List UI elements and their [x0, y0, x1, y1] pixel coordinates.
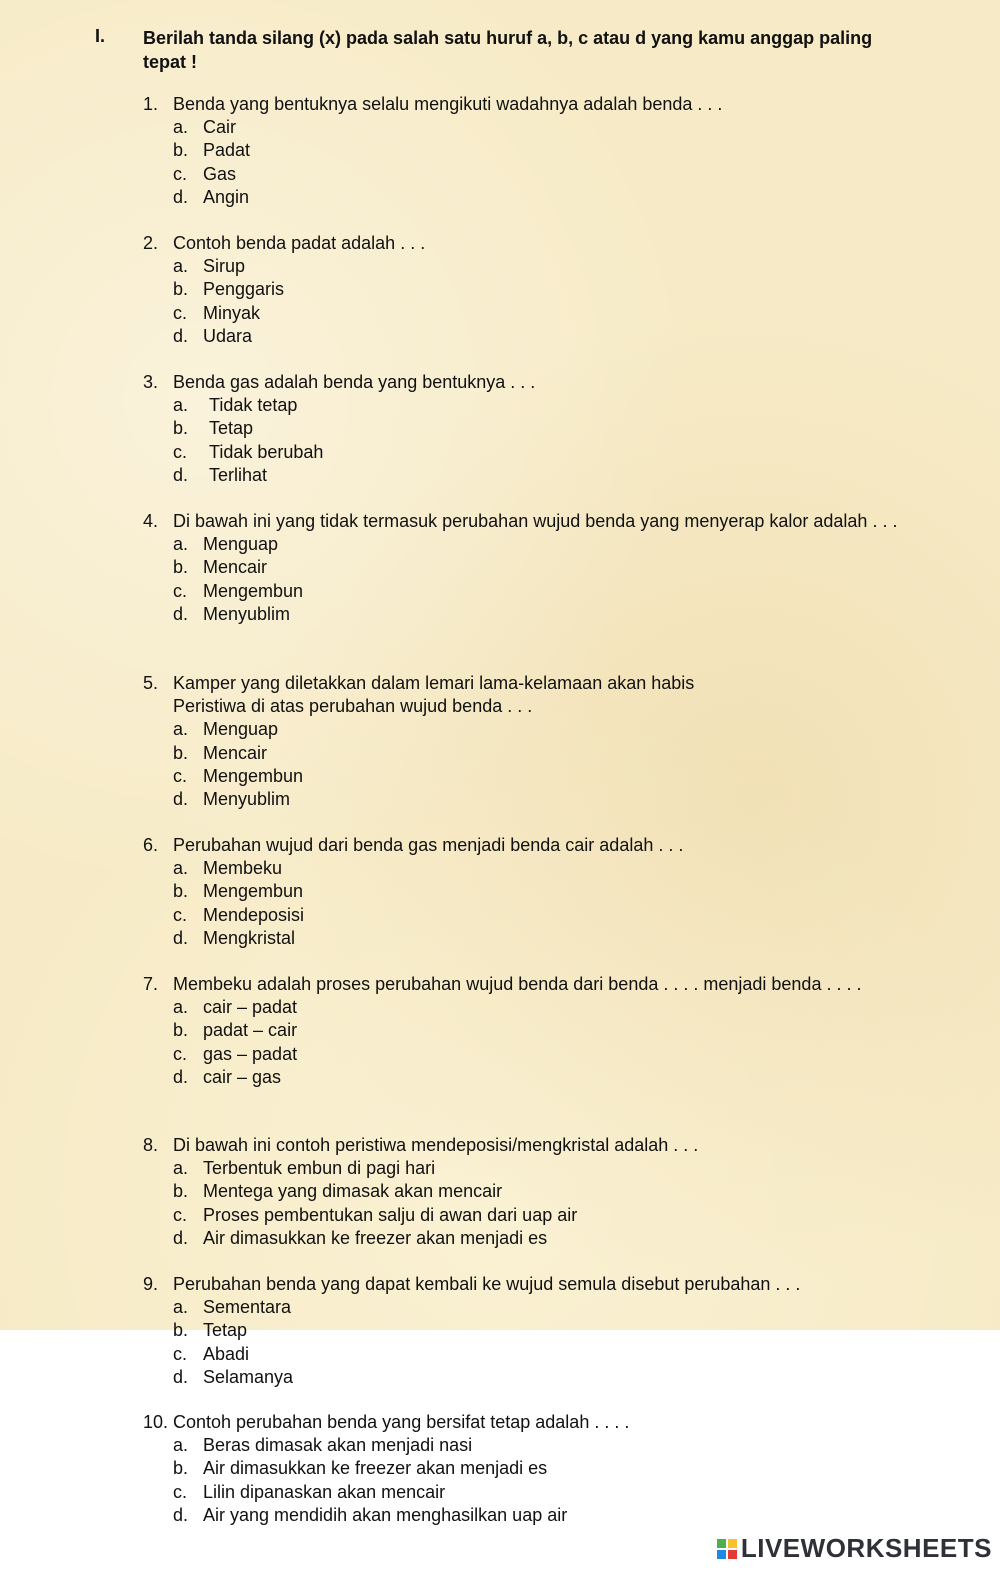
option-c[interactable]: [173, 441, 913, 464]
option-c[interactable]: [173, 1481, 913, 1504]
option-text: Mentega yang dimasak akan mencair: [203, 1181, 503, 1202]
option-letter: b.: [173, 140, 189, 161]
option-letter: c.: [173, 1043, 188, 1064]
question-number: 8.: [143, 1135, 159, 1155]
option-letter: b.: [173, 1320, 189, 1341]
option-text: cair – gas: [203, 1066, 282, 1087]
option-letter: d.: [173, 186, 189, 207]
option-a[interactable]: [173, 718, 913, 741]
section-instruction: Berilah tanda silang (x) pada salah satu huruf a, b, c atau d yang kamu anggap paling tepat !: [143, 28, 873, 72]
option-letter: c.: [173, 163, 188, 184]
option-letter: c.: [173, 441, 188, 462]
option-a[interactable]: [173, 533, 913, 556]
option-letter: a.: [173, 534, 189, 555]
option-text: Terbentuk embun di pagi hari: [203, 1158, 436, 1179]
option-b[interactable]: [173, 1319, 913, 1342]
option-text: Mengembun: [203, 881, 304, 902]
option-text: Membeku: [203, 858, 283, 879]
question-number: 1.: [143, 94, 159, 114]
option-text: Sirup: [203, 256, 246, 277]
option-d[interactable]: [173, 1504, 913, 1527]
liveworksheets-logo-icon: [717, 1539, 737, 1559]
option-letter: c.: [173, 1481, 188, 1502]
option-text: Tidak berubah: [209, 441, 324, 462]
option-d[interactable]: [173, 325, 913, 348]
option-b[interactable]: [173, 139, 913, 162]
option-letter: c.: [173, 302, 188, 323]
option-letter: b.: [173, 557, 189, 578]
option-d[interactable]: [173, 603, 913, 626]
question-8: [143, 1134, 913, 1250]
option-letter: b.: [173, 1181, 189, 1202]
option-letter: d.: [173, 464, 189, 485]
option-c[interactable]: [173, 302, 913, 325]
option-b[interactable]: [173, 556, 913, 579]
option-text: Cair: [203, 117, 237, 138]
option-a[interactable]: [173, 116, 913, 139]
option-b[interactable]: [173, 1457, 913, 1480]
option-letter: d.: [173, 603, 189, 624]
option-text: Angin: [203, 186, 250, 207]
option-d[interactable]: [173, 788, 913, 811]
question-9: [143, 1273, 913, 1389]
question-stem: Di bawah ini contoh peristiwa mendeposisi/mengkristal adalah . . .: [173, 1135, 699, 1155]
option-letter: a.: [173, 1297, 189, 1318]
option-b[interactable]: [173, 1180, 913, 1203]
question-stem: Perubahan wujud dari benda gas menjadi benda cair adalah . . .: [173, 835, 684, 855]
option-text: Lilin dipanaskan akan mencair: [203, 1481, 446, 1502]
option-letter: b.: [173, 881, 189, 902]
option-text: Mendeposisi: [203, 904, 305, 925]
option-text: gas – padat: [203, 1043, 298, 1064]
option-text: Air dimasukkan ke freezer akan menjadi es: [203, 1458, 548, 1479]
option-text: Sementara: [203, 1297, 292, 1318]
option-c[interactable]: [173, 904, 913, 927]
option-c[interactable]: [173, 765, 913, 788]
option-b[interactable]: [173, 417, 913, 440]
option-text: padat – cair: [203, 1020, 298, 1041]
option-a[interactable]: [173, 996, 913, 1019]
option-letter: c.: [173, 1343, 188, 1364]
question-5: [143, 672, 913, 811]
option-text: Terlihat: [209, 464, 268, 485]
option-text: Padat: [203, 140, 251, 161]
option-text: Beras dimasak akan menjadi nasi: [203, 1435, 473, 1456]
option-text: Menyublim: [203, 603, 291, 624]
option-letter: d.: [173, 927, 189, 948]
option-letter: d.: [173, 1504, 189, 1525]
liveworksheets-logo[interactable]: [717, 1533, 992, 1564]
option-d[interactable]: [173, 1366, 913, 1389]
option-text: Air dimasukkan ke freezer akan menjadi es: [203, 1227, 548, 1248]
question-number: 5.: [143, 673, 159, 693]
question-number: 9.: [143, 1274, 159, 1294]
section-number: I.: [95, 26, 106, 46]
option-b[interactable]: [173, 742, 913, 765]
option-letter: c.: [173, 904, 188, 925]
option-c[interactable]: [173, 1043, 913, 1066]
option-letter: b.: [173, 1020, 189, 1041]
question-number: 3.: [143, 372, 159, 392]
option-text: Menyublim: [203, 789, 291, 810]
option-letter: c.: [173, 580, 188, 601]
question-stem: Contoh perubahan benda yang bersifat tetap adalah . . . .: [173, 1412, 630, 1432]
option-text: Udara: [203, 325, 253, 346]
question-stem: Contoh benda padat adalah . . .: [173, 233, 426, 253]
question-1: [143, 93, 913, 209]
option-d[interactable]: [173, 1066, 913, 1089]
question-6: [143, 834, 913, 950]
option-letter: a.: [173, 1435, 189, 1456]
option-a[interactable]: [173, 394, 913, 417]
option-letter: c.: [173, 765, 188, 786]
question-2: [143, 232, 913, 348]
option-letter: a.: [173, 858, 189, 879]
option-b[interactable]: [173, 880, 913, 903]
option-letter: a.: [173, 719, 189, 740]
option-a[interactable]: [173, 857, 913, 880]
option-letter: a.: [173, 117, 189, 138]
option-text: Selamanya: [203, 1366, 294, 1387]
option-text: Proses pembentukan salju di awan dari uap air: [203, 1204, 578, 1225]
option-text: Minyak: [203, 302, 261, 323]
logo-square-green: [717, 1539, 726, 1548]
question-stem: Benda yang bentuknya selalu mengikuti wadahnya adalah benda . . .: [173, 94, 723, 114]
option-c[interactable]: [173, 1204, 913, 1227]
question-stem-continued: Peristiwa di atas perubahan wujud benda . . .: [173, 696, 533, 717]
option-text: Abadi: [203, 1343, 250, 1364]
question-number: 4.: [143, 511, 159, 531]
option-letter: d.: [173, 325, 189, 346]
option-d[interactable]: [173, 186, 913, 209]
option-text: Mengembun: [203, 765, 304, 786]
option-letter: b.: [173, 279, 189, 300]
option-letter: a.: [173, 1158, 189, 1179]
option-letter: d.: [173, 1227, 189, 1248]
option-letter: d.: [173, 1366, 189, 1387]
option-b[interactable]: [173, 278, 913, 301]
option-d[interactable]: [173, 464, 913, 487]
option-text: Air yang mendidih akan menghasilkan uap air: [203, 1504, 568, 1525]
option-text: Mencair: [203, 742, 268, 763]
option-text: Menguap: [203, 719, 279, 740]
option-c[interactable]: [173, 1343, 913, 1366]
option-text: Mengembun: [203, 580, 304, 601]
option-text: Tidak tetap: [209, 395, 298, 416]
option-text: Tetap: [209, 418, 254, 439]
option-letter: b.: [173, 1458, 189, 1479]
option-b[interactable]: [173, 1019, 913, 1042]
option-a[interactable]: [173, 1157, 913, 1180]
option-text: Menguap: [203, 534, 279, 555]
question-number: 7.: [143, 974, 159, 994]
logo-text: LIVEWORKSHEETS: [740, 1533, 992, 1563]
option-letter: b.: [173, 418, 189, 439]
question-3: [143, 371, 913, 487]
question-stem: Di bawah ini yang tidak termasuk perubahan wujud benda yang menyerap kalor adalah . . .: [173, 511, 898, 531]
option-a[interactable]: [173, 255, 913, 278]
option-letter: b.: [173, 742, 189, 763]
question-7: [143, 973, 913, 1089]
option-letter: a.: [173, 395, 189, 416]
logo-square-red: [728, 1550, 737, 1559]
option-text: Penggaris: [203, 279, 285, 300]
option-letter: a.: [173, 256, 189, 277]
option-d[interactable]: [173, 927, 913, 950]
option-text: Tetap: [203, 1320, 248, 1341]
question-stem: Kamper yang diletakkan dalam lemari lama-kelamaan akan habis: [173, 673, 695, 693]
question-4: [143, 510, 913, 626]
option-a[interactable]: [173, 1434, 913, 1457]
question-stem: Perubahan benda yang dapat kembali ke wujud semula disebut perubahan . . .: [173, 1274, 801, 1294]
question-number: 6.: [143, 835, 159, 855]
question-number: 2.: [143, 233, 159, 253]
option-letter: a.: [173, 997, 189, 1018]
option-d[interactable]: [173, 1227, 913, 1250]
option-text: Mencair: [203, 557, 268, 578]
option-text: Gas: [203, 163, 237, 184]
option-letter: c.: [173, 1204, 188, 1225]
option-letter: d.: [173, 1066, 189, 1087]
question-stem: Membeku adalah proses perubahan wujud benda dari benda . . . . menjadi benda . . . .: [173, 974, 862, 994]
logo-square-blue: [717, 1550, 726, 1559]
question-10: [143, 1411, 913, 1527]
option-text: cair – padat: [203, 997, 298, 1018]
option-c[interactable]: [173, 163, 913, 186]
option-c[interactable]: [173, 580, 913, 603]
question-stem: Benda gas adalah benda yang bentuknya . . .: [173, 372, 536, 392]
option-text: Mengkristal: [203, 927, 296, 948]
question-number: 10.: [143, 1412, 169, 1432]
option-a[interactable]: [173, 1296, 913, 1319]
option-letter: d.: [173, 789, 189, 810]
logo-square-yellow: [728, 1539, 737, 1548]
